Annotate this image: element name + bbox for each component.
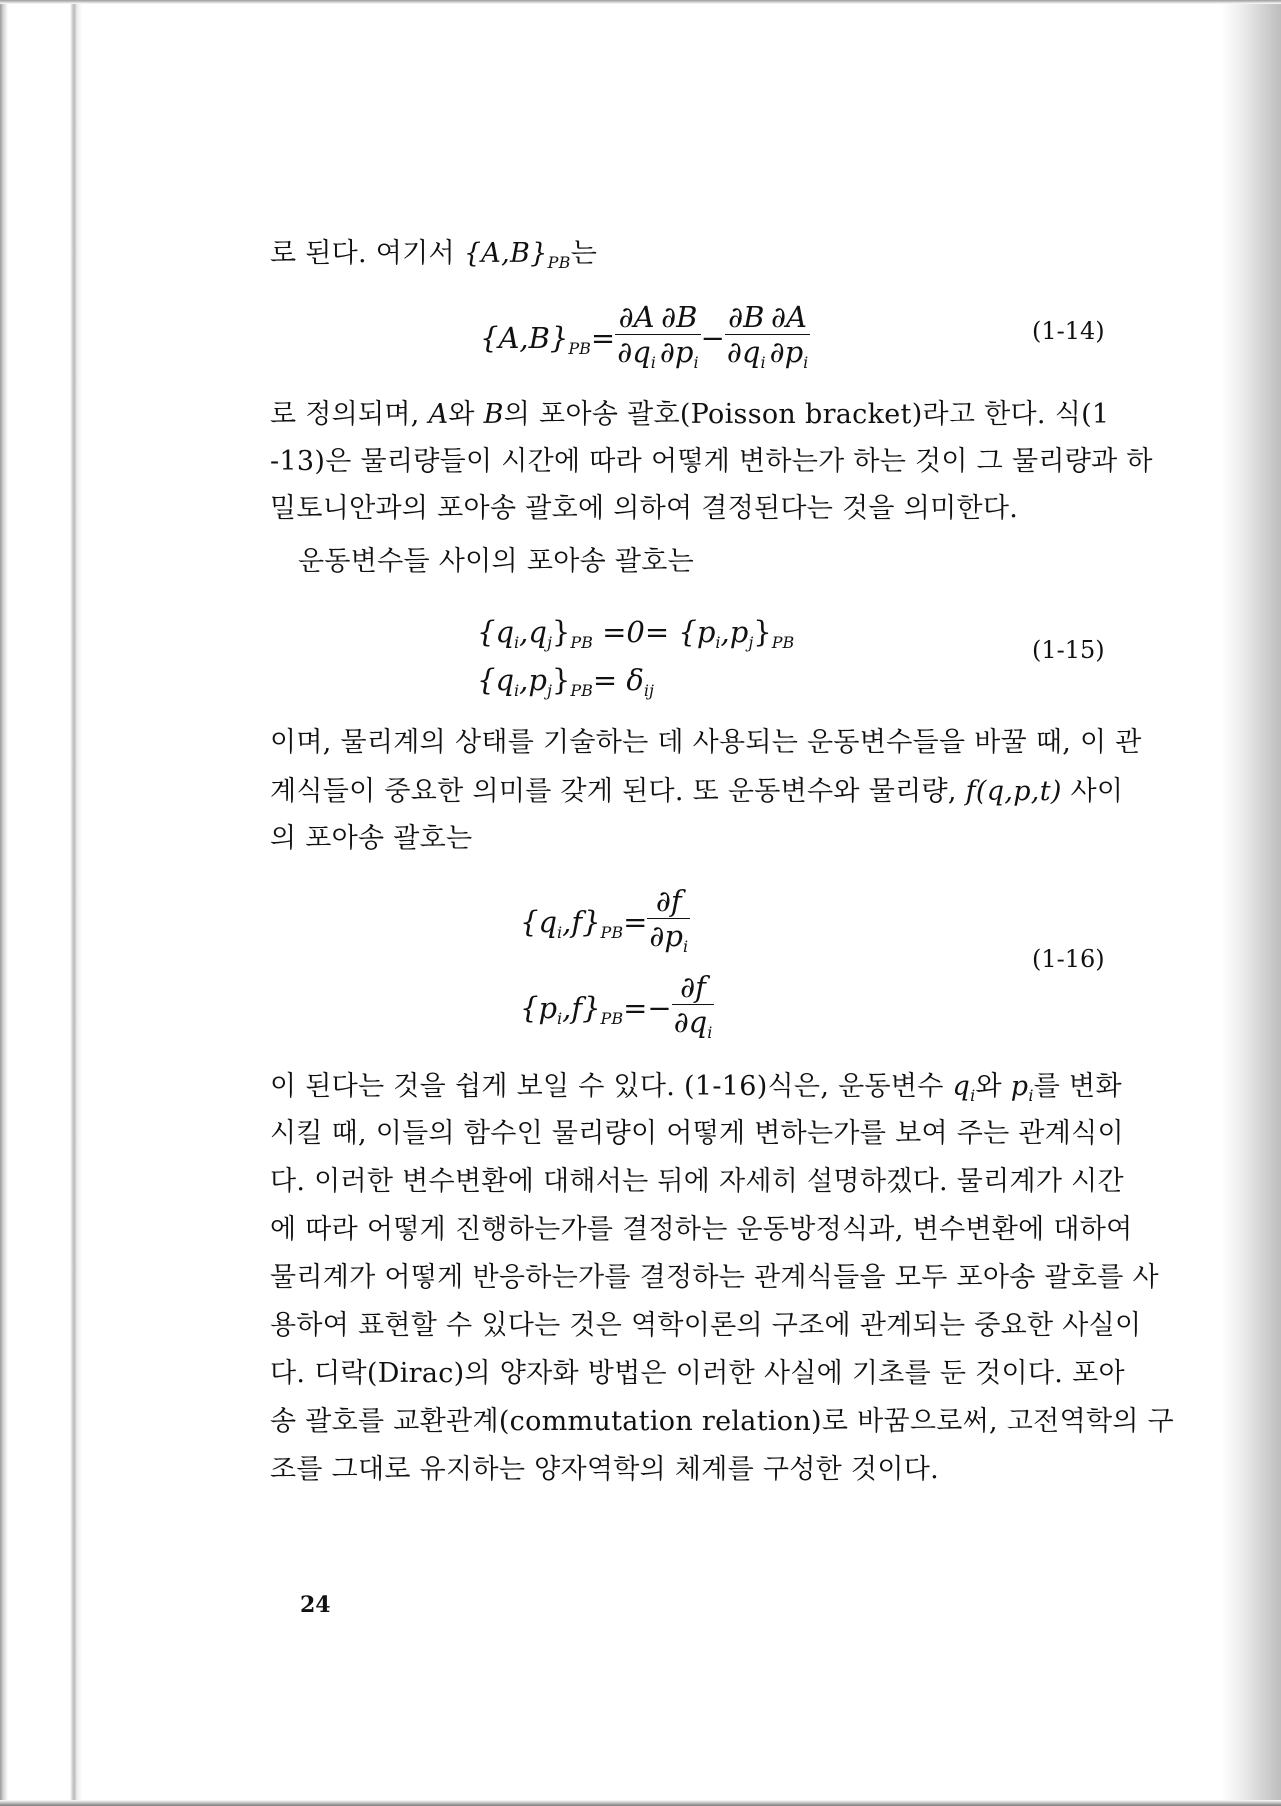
page-left-binding-edge [0,0,82,1806]
page-top-edge [0,0,1281,4]
page-bottom-edge [0,1800,1281,1806]
text-line: 물리계가 어떻게 반응하는가를 결정하는 관계식들을 모두 포아송 괄호를 사 [270,1262,1159,1293]
page-number: 24 [300,1592,331,1618]
equation-number-1-15: (1-15) [1032,636,1105,664]
equation-number-1-14: (1-14) [1032,317,1105,345]
text-line: 조를 그대로 유지하는 양자역학의 체계를 구성한 것이다. [270,1454,939,1485]
text-line: 에 따라 어떻게 진행하는가를 결정하는 운동방정식과, 변수변환에 대하여 [270,1214,1133,1245]
text-line: 로 된다. 여기서 $\{A,B\}_{PB}$는 [270,238,598,272]
fraction-dB-dpi: $\frac{\partial B}{\partial p_i}$ [658,300,701,380]
text-line: 계식들이 중요한 의미를 갖게 된다. 또 운동변수와 물리량, f(q,p,t) 사이 [270,776,1124,807]
fraction-dA-dqi: $\frac{\partial A}{\partial q_i}$ [615,300,658,380]
fraction-df-dqi: $\frac{\partial f}{\partial q_i}$ [672,970,715,1050]
text-line: 송 괄호를 교환관계(commutation relation)로 바꿈으로써, 고전역학의 구 [270,1406,1174,1437]
fraction-dB-dqi: $\frac{\partial B}{\partial q_i}$ [725,300,768,380]
text-line: 시킬 때, 이들의 함수인 물리량이 어떻게 변하는가를 보여 주는 관계식이 [270,1118,1124,1149]
text-line: -13)은 물리량들이 시간에 따라 어떻게 변하는가 하는 것이 그 물리량과 하 [270,446,1153,477]
text-line: 용하여 표현할 수 있다는 것은 역학이론의 구조에 관계되는 중요한 사실이 [270,1310,1142,1341]
text-line: 로 정의되며, A와 B의 포아송 괄호(Poisson bracket)라고 한다. 식(1 [270,399,1110,430]
text-line: 운동변수들 사이의 포아송 괄호는 [298,546,694,577]
text-line: 다. 이러한 변수변환에 대해서는 뒤에 자세히 설명하겠다. 물리계가 시간 [270,1166,1124,1197]
equation-1-14: $\{A,B\}_{PB}=$ $\frac{\partial A}{\partial q_i}$ $\frac{\partial B}{\partial p_i}$ − $\frac{\partial B}{\partial q_i}$ $\frac{\partial A}{\partial p_i}$ [480,300,810,380]
page-right-shadow [1221,0,1281,1806]
equation-1-15-row2: $\{q_i,p_j\}_{PB}= \delta_{ij}$ [477,663,654,700]
text-line: 밀토니안과의 포아송 괄호에 의하여 결정된다는 것을 의미한다. [270,493,1019,524]
fraction-df-dpi: $\frac{\partial f}{\partial p_i}$ [647,884,690,964]
fraction-dA-dpi: $\frac{\partial A}{\partial p_i}$ [768,300,811,380]
equation-number-1-16: (1-16) [1032,945,1105,973]
text-line: 이 된다는 것을 쉽게 보일 수 있다. (1-16)식은, 운동변수 $q_i$와 $p_i$를 변화 [270,1071,1122,1105]
equation-1-15-row1: $\{q_i,q_j\}_{PB} =0= \{p_i,p_j\}_{PB}$ [477,615,795,652]
equation-1-16-row1: $\{q_i,f\}_{PB}=$ $\frac{\partial f}{\partial p_i}$ [520,884,690,964]
text-line: 이며, 물리계의 상태를 기술하는 데 사용되는 운동변수들을 바꿀 때, 이 관 [270,727,1142,758]
text-line: 의 포아송 괄호는 [270,823,473,854]
equation-1-16-row2: $\{p_i,f\}_{PB}=-$ $\frac{\partial f}{\partial q_i}$ [520,970,714,1050]
text-line: 다. 디락(Dirac)의 양자화 방법은 이러한 사실에 기초를 둔 것이다. 포아 [270,1358,1125,1389]
